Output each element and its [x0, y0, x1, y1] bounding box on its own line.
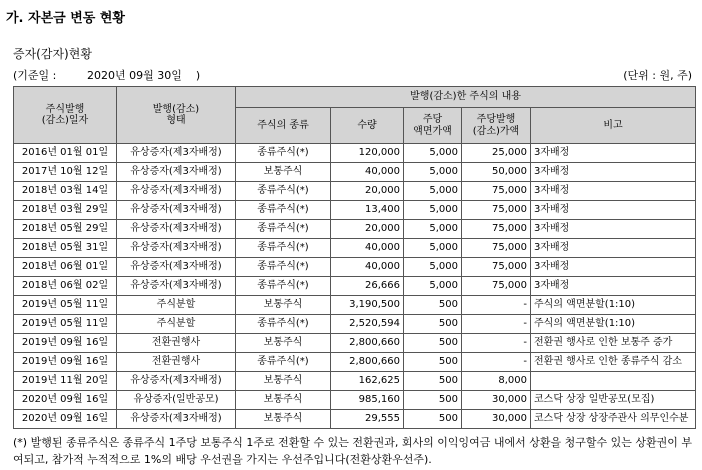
table-row: [14, 220, 696, 239]
cell-date: 2019년 11월 20일: [14, 372, 117, 391]
cell-type: 종류주식(*): [236, 239, 331, 258]
cell-form: 유상증자(제3자배정): [117, 201, 236, 220]
cell-note: 3자배정: [531, 239, 696, 258]
cell-qty: 162,625: [331, 372, 404, 391]
cell-qty: 40,000: [331, 258, 404, 277]
cell-par: 5,000: [404, 163, 462, 182]
cell-par: 500: [404, 315, 462, 334]
table-row: [14, 334, 696, 353]
cell-qty: 120,000: [331, 144, 404, 163]
cell-qty: 20,000: [331, 182, 404, 201]
cell-type: 종류주식(*): [236, 182, 331, 201]
reference-date: [13, 67, 200, 83]
cell-par: 5,000: [404, 182, 462, 201]
cell-par: 5,000: [404, 277, 462, 296]
cell-date: 2019년 09월 16일: [14, 334, 117, 353]
cell-type: 보통주식: [236, 391, 331, 410]
cell-qty: 40,000: [331, 239, 404, 258]
cell-note: 코스닥 상장 일반공모(모집): [531, 391, 696, 410]
cell-issue: 75,000: [462, 239, 531, 258]
cell-type: 종류주식(*): [236, 144, 331, 163]
cell-type: 종류주식(*): [236, 220, 331, 239]
header-type: 주식의 종류: [236, 108, 331, 144]
cell-type: 보통주식: [236, 372, 331, 391]
cell-form: 유상증자(제3자배정): [117, 144, 236, 163]
cell-type: 보통주식: [236, 163, 331, 182]
cell-par: 5,000: [404, 258, 462, 277]
cell-note: 3자배정: [531, 182, 696, 201]
cell-date: 2016년 01월 01일: [14, 144, 117, 163]
cell-type: 종류주식(*): [236, 258, 331, 277]
cell-par: 5,000: [404, 201, 462, 220]
cell-issue: 75,000: [462, 201, 531, 220]
cell-par: 500: [404, 410, 462, 429]
cell-form: 주식분할: [117, 315, 236, 334]
cell-note: 3자배정: [531, 277, 696, 296]
cell-type: 보통주식: [236, 334, 331, 353]
cell-form: 유상증자(일반공모): [117, 391, 236, 410]
cell-date: 2018년 03월 14일: [14, 182, 117, 201]
cell-issue: -: [462, 353, 531, 372]
cell-note: 전환권 행사로 인한 보통주 증가: [531, 334, 696, 353]
table-row: [14, 258, 696, 277]
cell-par: 500: [404, 372, 462, 391]
cell-issue: -: [462, 334, 531, 353]
cell-date: 2018년 05월 31일: [14, 239, 117, 258]
cell-date: 2019년 05월 11일: [14, 315, 117, 334]
table-row: [14, 391, 696, 410]
cell-par: 500: [404, 296, 462, 315]
cell-qty: 2,800,660: [331, 334, 404, 353]
cell-issue: 75,000: [462, 258, 531, 277]
cell-qty: 985,160: [331, 391, 404, 410]
table-row: [14, 182, 696, 201]
capital-change-table: [13, 86, 696, 429]
cell-note: 3자배정: [531, 258, 696, 277]
cell-form: 유상증자(제3자배정): [117, 372, 236, 391]
cell-form: 유상증자(제3자배정): [117, 258, 236, 277]
table-row: [14, 353, 696, 372]
header-date: 주식발행 (감소)일자: [14, 87, 117, 144]
cell-type: 종류주식(*): [236, 277, 331, 296]
cell-date: 2018년 03월 29일: [14, 201, 117, 220]
table-row: [14, 163, 696, 182]
header-form: 발행(감소) 형태: [117, 87, 236, 144]
table-row: [14, 277, 696, 296]
cell-type: 종류주식(*): [236, 353, 331, 372]
cell-issue: -: [462, 296, 531, 315]
table-row: [14, 410, 696, 429]
cell-form: 유상증자(제3자배정): [117, 410, 236, 429]
cell-type: 보통주식: [236, 410, 331, 429]
cell-par: 500: [404, 353, 462, 372]
cell-date: 2018년 06월 02일: [14, 277, 117, 296]
reference-date-value: 2020년 09월 30일: [87, 69, 182, 82]
table-row: [14, 201, 696, 220]
cell-issue: 25,000: [462, 144, 531, 163]
table-row: [14, 296, 696, 315]
cell-note: 3자배정: [531, 144, 696, 163]
cell-par: 500: [404, 334, 462, 353]
unit-label: (단위 : 원, 주): [623, 69, 692, 82]
cell-form: 전환권행사: [117, 353, 236, 372]
cell-form: 유상증자(제3자배정): [117, 239, 236, 258]
cell-note: 3자배정: [531, 220, 696, 239]
table-subtitle: 증자(감자)현황: [13, 47, 92, 61]
cell-note: 3자배정: [531, 163, 696, 182]
header-issue: 주당발행 (감소)가액: [462, 108, 531, 144]
footnote: (*) 발행된 종류주식은 종류주식 1주당 보통주식 1주로 전환할 수 있는 전환권과, 회사의 이익잉여금 내에서 상환을 청구할수 있는 상환권이 부여되고, 참가적 누적적으로 1%의 배당 우선권을 가지는 우선주입니다(전환상환우선주).: [13, 436, 692, 466]
table-row: [14, 144, 696, 163]
cell-type: 종류주식(*): [236, 315, 331, 334]
table-row: [14, 239, 696, 258]
cell-note: 주식의 액면분할(1:10): [531, 296, 696, 315]
cell-issue: -: [462, 315, 531, 334]
cell-type: 보통주식: [236, 296, 331, 315]
header-par: 주당 액면가액: [404, 108, 462, 144]
reference-date-close: ): [195, 69, 201, 82]
cell-note: 3자배정: [531, 201, 696, 220]
cell-form: 유상증자(제3자배정): [117, 182, 236, 201]
cell-par: 5,000: [404, 144, 462, 163]
cell-note: [531, 372, 696, 391]
cell-date: 2020년 09월 16일: [14, 391, 117, 410]
cell-date: 2018년 05월 29일: [14, 220, 117, 239]
table-body: [14, 144, 696, 429]
cell-type: 종류주식(*): [236, 201, 331, 220]
cell-note: 주식의 액면분할(1:10): [531, 315, 696, 334]
cell-form: 유상증자(제3자배정): [117, 220, 236, 239]
cell-qty: 26,666: [331, 277, 404, 296]
cell-qty: 2,800,660: [331, 353, 404, 372]
cell-qty: 29,555: [331, 410, 404, 429]
cell-qty: 20,000: [331, 220, 404, 239]
table-row: [14, 372, 696, 391]
cell-date: 2020년 09월 16일: [14, 410, 117, 429]
cell-note: 전환권 행사로 인한 종류주식 감소: [531, 353, 696, 372]
cell-date: 2017년 10월 12일: [14, 163, 117, 182]
header-group: 발행(감소)한 주식의 내용: [236, 87, 696, 108]
section-title: 가. 자본금 변동 현황: [6, 11, 125, 26]
cell-date: 2018년 06월 01일: [14, 258, 117, 277]
header-note: 비고: [531, 108, 696, 144]
cell-qty: 13,400: [331, 201, 404, 220]
cell-form: 전환권행사: [117, 334, 236, 353]
cell-issue: 75,000: [462, 182, 531, 201]
cell-issue: 75,000: [462, 220, 531, 239]
cell-issue: 30,000: [462, 391, 531, 410]
cell-qty: 40,000: [331, 163, 404, 182]
cell-issue: 30,000: [462, 410, 531, 429]
cell-note: 코스닥 상장 상장주관사 의무인수분: [531, 410, 696, 429]
cell-date: 2019년 09월 16일: [14, 353, 117, 372]
cell-form: 주식분할: [117, 296, 236, 315]
cell-qty: 2,520,594: [331, 315, 404, 334]
reference-date-label: (기준일 :: [13, 69, 57, 82]
cell-date: 2019년 05월 11일: [14, 296, 117, 315]
cell-issue: 50,000: [462, 163, 531, 182]
cell-issue: 8,000: [462, 372, 531, 391]
cell-par: 500: [404, 391, 462, 410]
table-row: [14, 315, 696, 334]
cell-par: 5,000: [404, 220, 462, 239]
cell-form: 유상증자(제3자배정): [117, 163, 236, 182]
cell-issue: 75,000: [462, 277, 531, 296]
header-qty: 수량: [331, 108, 404, 144]
cell-qty: 3,190,500: [331, 296, 404, 315]
cell-par: 5,000: [404, 239, 462, 258]
cell-form: 유상증자(제3자배정): [117, 277, 236, 296]
